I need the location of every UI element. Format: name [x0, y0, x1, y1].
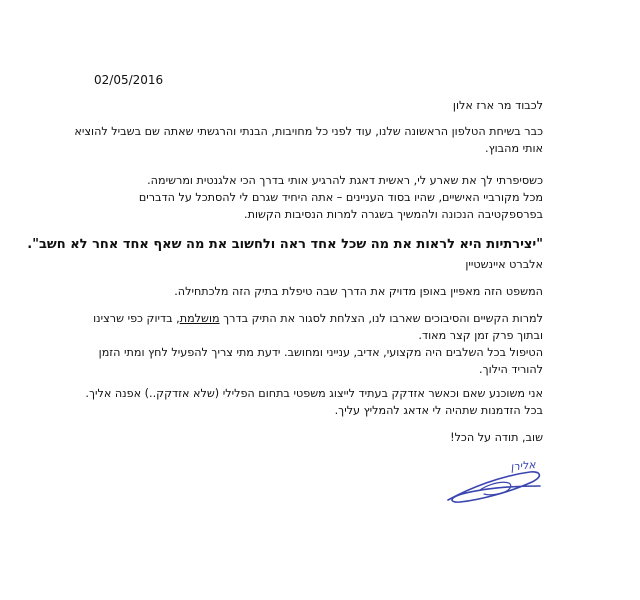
paragraph-line: הטיפול בכל השלבים היה מקצועי, אדיב, ענייני ומחושב. ידעת מתי צריך להפעיל לחץ ומתי הזמן	[98, 346, 543, 359]
paragraph-line: בפרספקטיבה הנכונה ולהמשיך בשגרה למרות הנסיבות הקשות.	[244, 208, 543, 221]
signature-stroke	[448, 472, 540, 502]
paragraph-handling	[73, 310, 543, 378]
paragraph-recommendation	[73, 385, 543, 419]
paragraph-line: להוריד הילוך.	[479, 363, 543, 376]
paragraph-line	[73, 310, 543, 327]
quote-author: אלברט איינשטיין	[465, 258, 543, 271]
underlined-word: מושלמת	[179, 312, 220, 325]
paragraph-quote-comment: המשפט הזה מאפיין באופן מדויק את הדרך שבה טיפלת בתיק הזה מלכתחילה.	[174, 285, 543, 298]
einstein-quote: "יצירתיות היא לראות את מה שכל אחד ראה ולחשוב את מה שאף אחד אחר לא חשב".	[27, 237, 543, 252]
paragraph-line: ובתוך פרק זמן קצר מאוד.	[418, 329, 543, 342]
signature-name: אלירן	[509, 458, 537, 474]
closing-line: שוב, תודה על הכל!	[450, 431, 543, 444]
salutation: לכבוד מר ארז אלון	[452, 99, 543, 112]
paragraph-support	[73, 172, 543, 223]
handwritten-signature	[440, 450, 550, 512]
line-text: למרות הקשיים והסיבוכים שארבו לנו, הצלחת לסגור את התיק בדרך	[219, 312, 543, 325]
paragraph-line: כשסיפרתי לך את שארע לי, ראשית דאגת להרגיע אותי בדרך הכי אלגנטית ומרשימה.	[147, 174, 543, 187]
line-text: , בדיוק כפי שרצינו	[93, 312, 180, 325]
paragraph-opening	[73, 123, 543, 157]
paragraph-line: מכל מקורביי האישיים, שהיו בסוד העניינים – אתה היחיד שגרם לי להסתכל על הדברים	[138, 191, 543, 204]
paragraph-line: בכל הזדמנות שתהיה לי אדאג להמליץ עליך.	[334, 404, 543, 417]
letter-date: 02/05/2016	[94, 73, 164, 87]
paragraph-line: אני משוכנע שאם וכאשר אזדקק בעתיד לייצוג משפטי בתחום הפלילי (שלא אזדקק..) אפנה אליך.	[85, 387, 543, 400]
paragraph-line: כבר בשיחת הטלפון הראשונה שלנו, עוד לפני כל מחויבות, הבנתי והרגשתי שאתה שם בשביל להוציא	[74, 125, 543, 138]
paragraph-line: אותי מהבוץ.	[485, 142, 543, 155]
